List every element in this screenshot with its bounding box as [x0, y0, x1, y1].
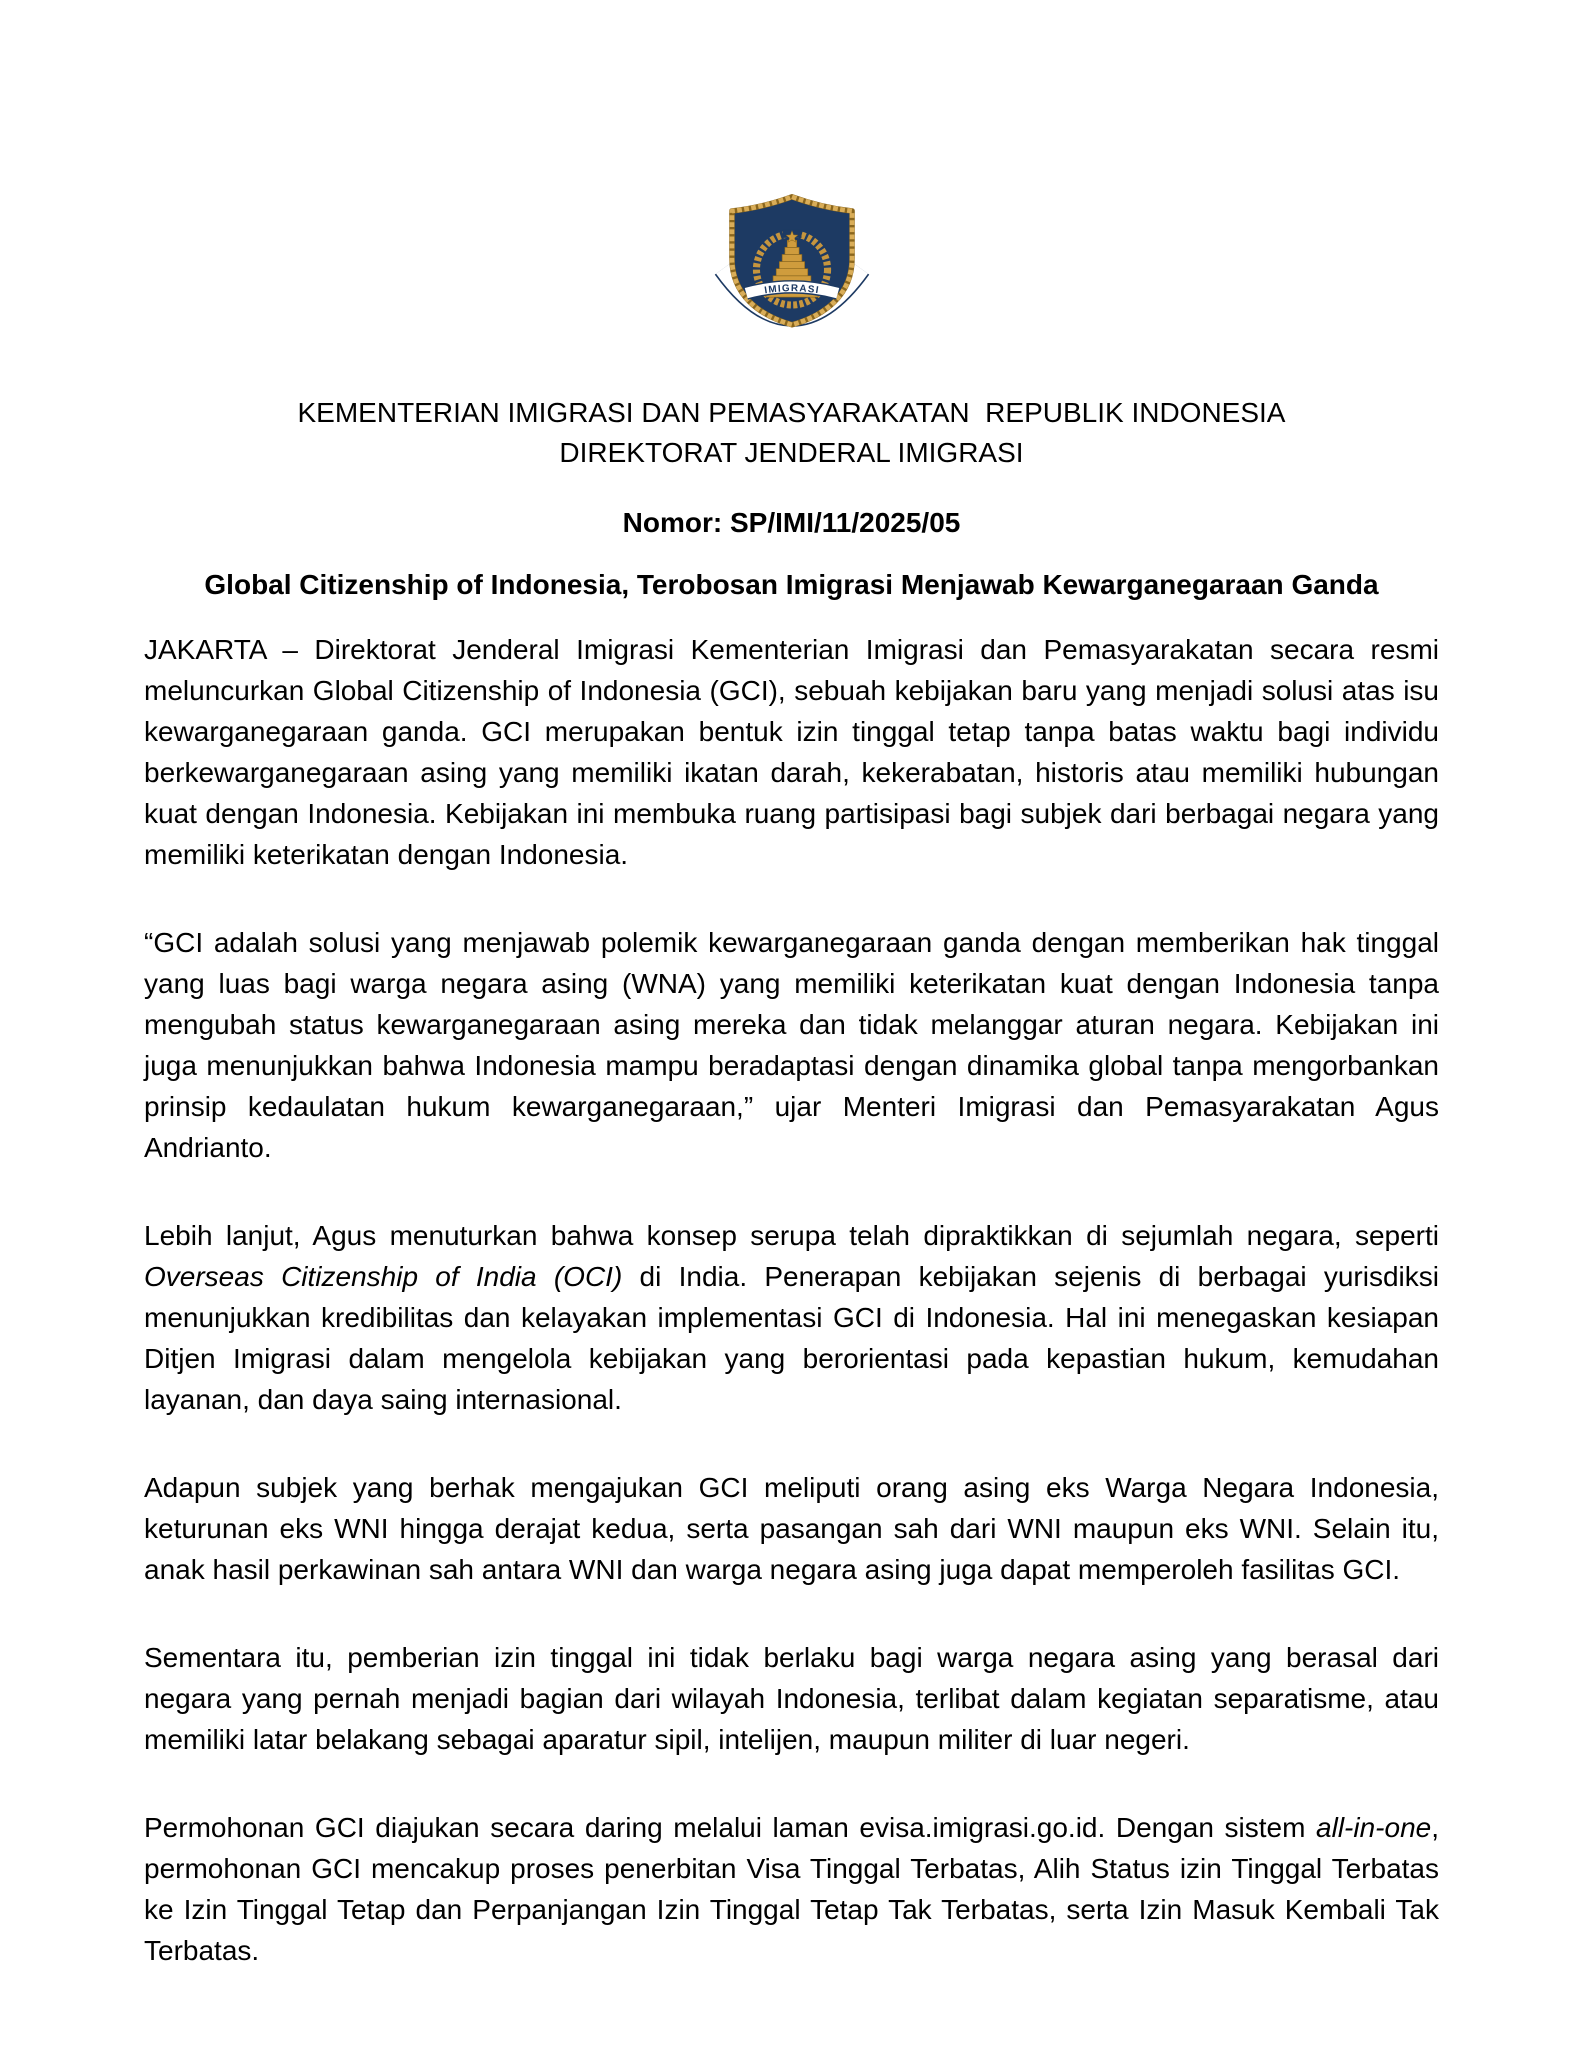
- paragraph-text: Sementara itu, pemberian izin tinggal ini tidak berlaku bagi warga negara asing yang berasal dari negara yang pernah menjadi bagian dari wilayah Indonesia, terlibat dalam kegiatan separatisme, atau memiliki latar belakang sebagai aparatur sipil, intelijen, maupun militer di luar negeri.: [144, 1642, 1439, 1755]
- paragraph-lead: [144, 629, 1439, 875]
- directorate-name: DIREKTORAT JENDERAL IMIGRASI: [559, 437, 1024, 468]
- paragraph-quote: [144, 922, 1439, 1168]
- body-text: [144, 629, 1439, 1971]
- imigrasi-emblem-icon: [713, 192, 871, 358]
- paragraph-eligibility: [144, 1467, 1439, 1590]
- paragraph-application: [144, 1807, 1439, 1971]
- document-number: Nomor: SP/IMI/11/2025/05: [622, 507, 961, 538]
- letterhead: [144, 393, 1439, 473]
- paragraph-restrictions: [144, 1637, 1439, 1760]
- paragraph-comparison: [144, 1215, 1439, 1420]
- page-content: [144, 0, 1439, 1971]
- logo-container: [144, 0, 1439, 363]
- paragraph-text: di India. Penerapan kebijakan sejenis di berbagai yurisdiksi menunjukkan kredibilitas dan kelayakan implementasi GCI di Indonesia. Hal ini menegaskan kesiapan Ditjen Imigrasi dalam mengelola kebijakan yang berorientasi pada kepastian hukum, kemudahan layanan, dan daya saing internasional.: [144, 1261, 1439, 1415]
- paragraph-text: Adapun subjek yang berhak mengajukan GCI meliputi orang asing eks Warga Negara Indonesia, keturunan eks WNI hingga derajat kedua, serta pasangan sah dari WNI maupun eks WNI. Selain itu, anak hasil perkawinan sah antara WNI dan warga negara asing juga dapat memperoleh fasilitas GCI.: [144, 1472, 1439, 1585]
- ministry-name: KEMENTERIAN IMIGRASI DAN PEMASYARAKATAN REPUBLIK INDONESIA: [297, 397, 1286, 428]
- imigrasi-banner-text: IMIGRASI: [763, 283, 820, 297]
- paragraph-text: , permohonan GCI mencakup proses penerbitan Visa Tinggal Terbatas, Alih Status izin Tinggal Terbatas ke Izin Tinggal Tetap dan Perpanjangan Izin Tinggal Tetap Tak Terbatas, serta Izin Masuk Kembali Tak Terbatas.: [144, 1812, 1439, 1966]
- paragraph-text: Permohonan GCI diajukan secara daring melalui laman evisa.imigrasi.go.id. Dengan sistem: [144, 1812, 1317, 1843]
- paragraph-text: JAKARTA – Direktorat Jenderal Imigrasi Kementerian Imigrasi dan Pemasyarakatan secara resmi meluncurkan Global Citizenship of Indonesia (GCI), sebuah kebijakan baru yang menjadi solusi atas isu kewarganegaraan ganda. GCI merupakan bentuk izin tinggal tetap tanpa batas waktu bagi individu berkewarganegaraan asing yang memiliki ikatan darah, kekerabatan, historis atau memiliki hubungan kuat dengan Indonesia. Kebijakan ini membuka ruang partisipasi bagi subjek dari berbagai negara yang memiliki keterikatan dengan Indonesia.: [144, 634, 1439, 870]
- press-release-title: Global Citizenship of Indonesia, Terobosan Imigrasi Menjawab Kewarganegaraan Ganda: [204, 569, 1379, 600]
- paragraph-text-italic: Overseas Citizenship of India (OCI): [144, 1261, 623, 1292]
- paragraph-text: Lebih lanjut, Agus menuturkan bahwa konsep serupa telah dipraktikkan di sejumlah negara, seperti: [144, 1220, 1439, 1251]
- paragraph-text: “GCI adalah solusi yang menjawab polemik kewarganegaraan ganda dengan memberikan hak tinggal yang luas bagi warga negara asing (WNA) yang memiliki keterikatan kuat dengan Indonesia tanpa mengubah status kewarganegaraan asing mereka dan tidak melanggar aturan negara. Kebijakan ini juga menunjukkan bahwa Indonesia mampu beradaptasi dengan dinamika global tanpa mengorbankan prinsip kedaulatan hukum kewarganegaraan,” ujar Menteri Imigrasi dan Pemasyarakatan Agus Andrianto.: [144, 927, 1439, 1163]
- paragraph-text-italic: all-in-one: [1316, 1812, 1432, 1843]
